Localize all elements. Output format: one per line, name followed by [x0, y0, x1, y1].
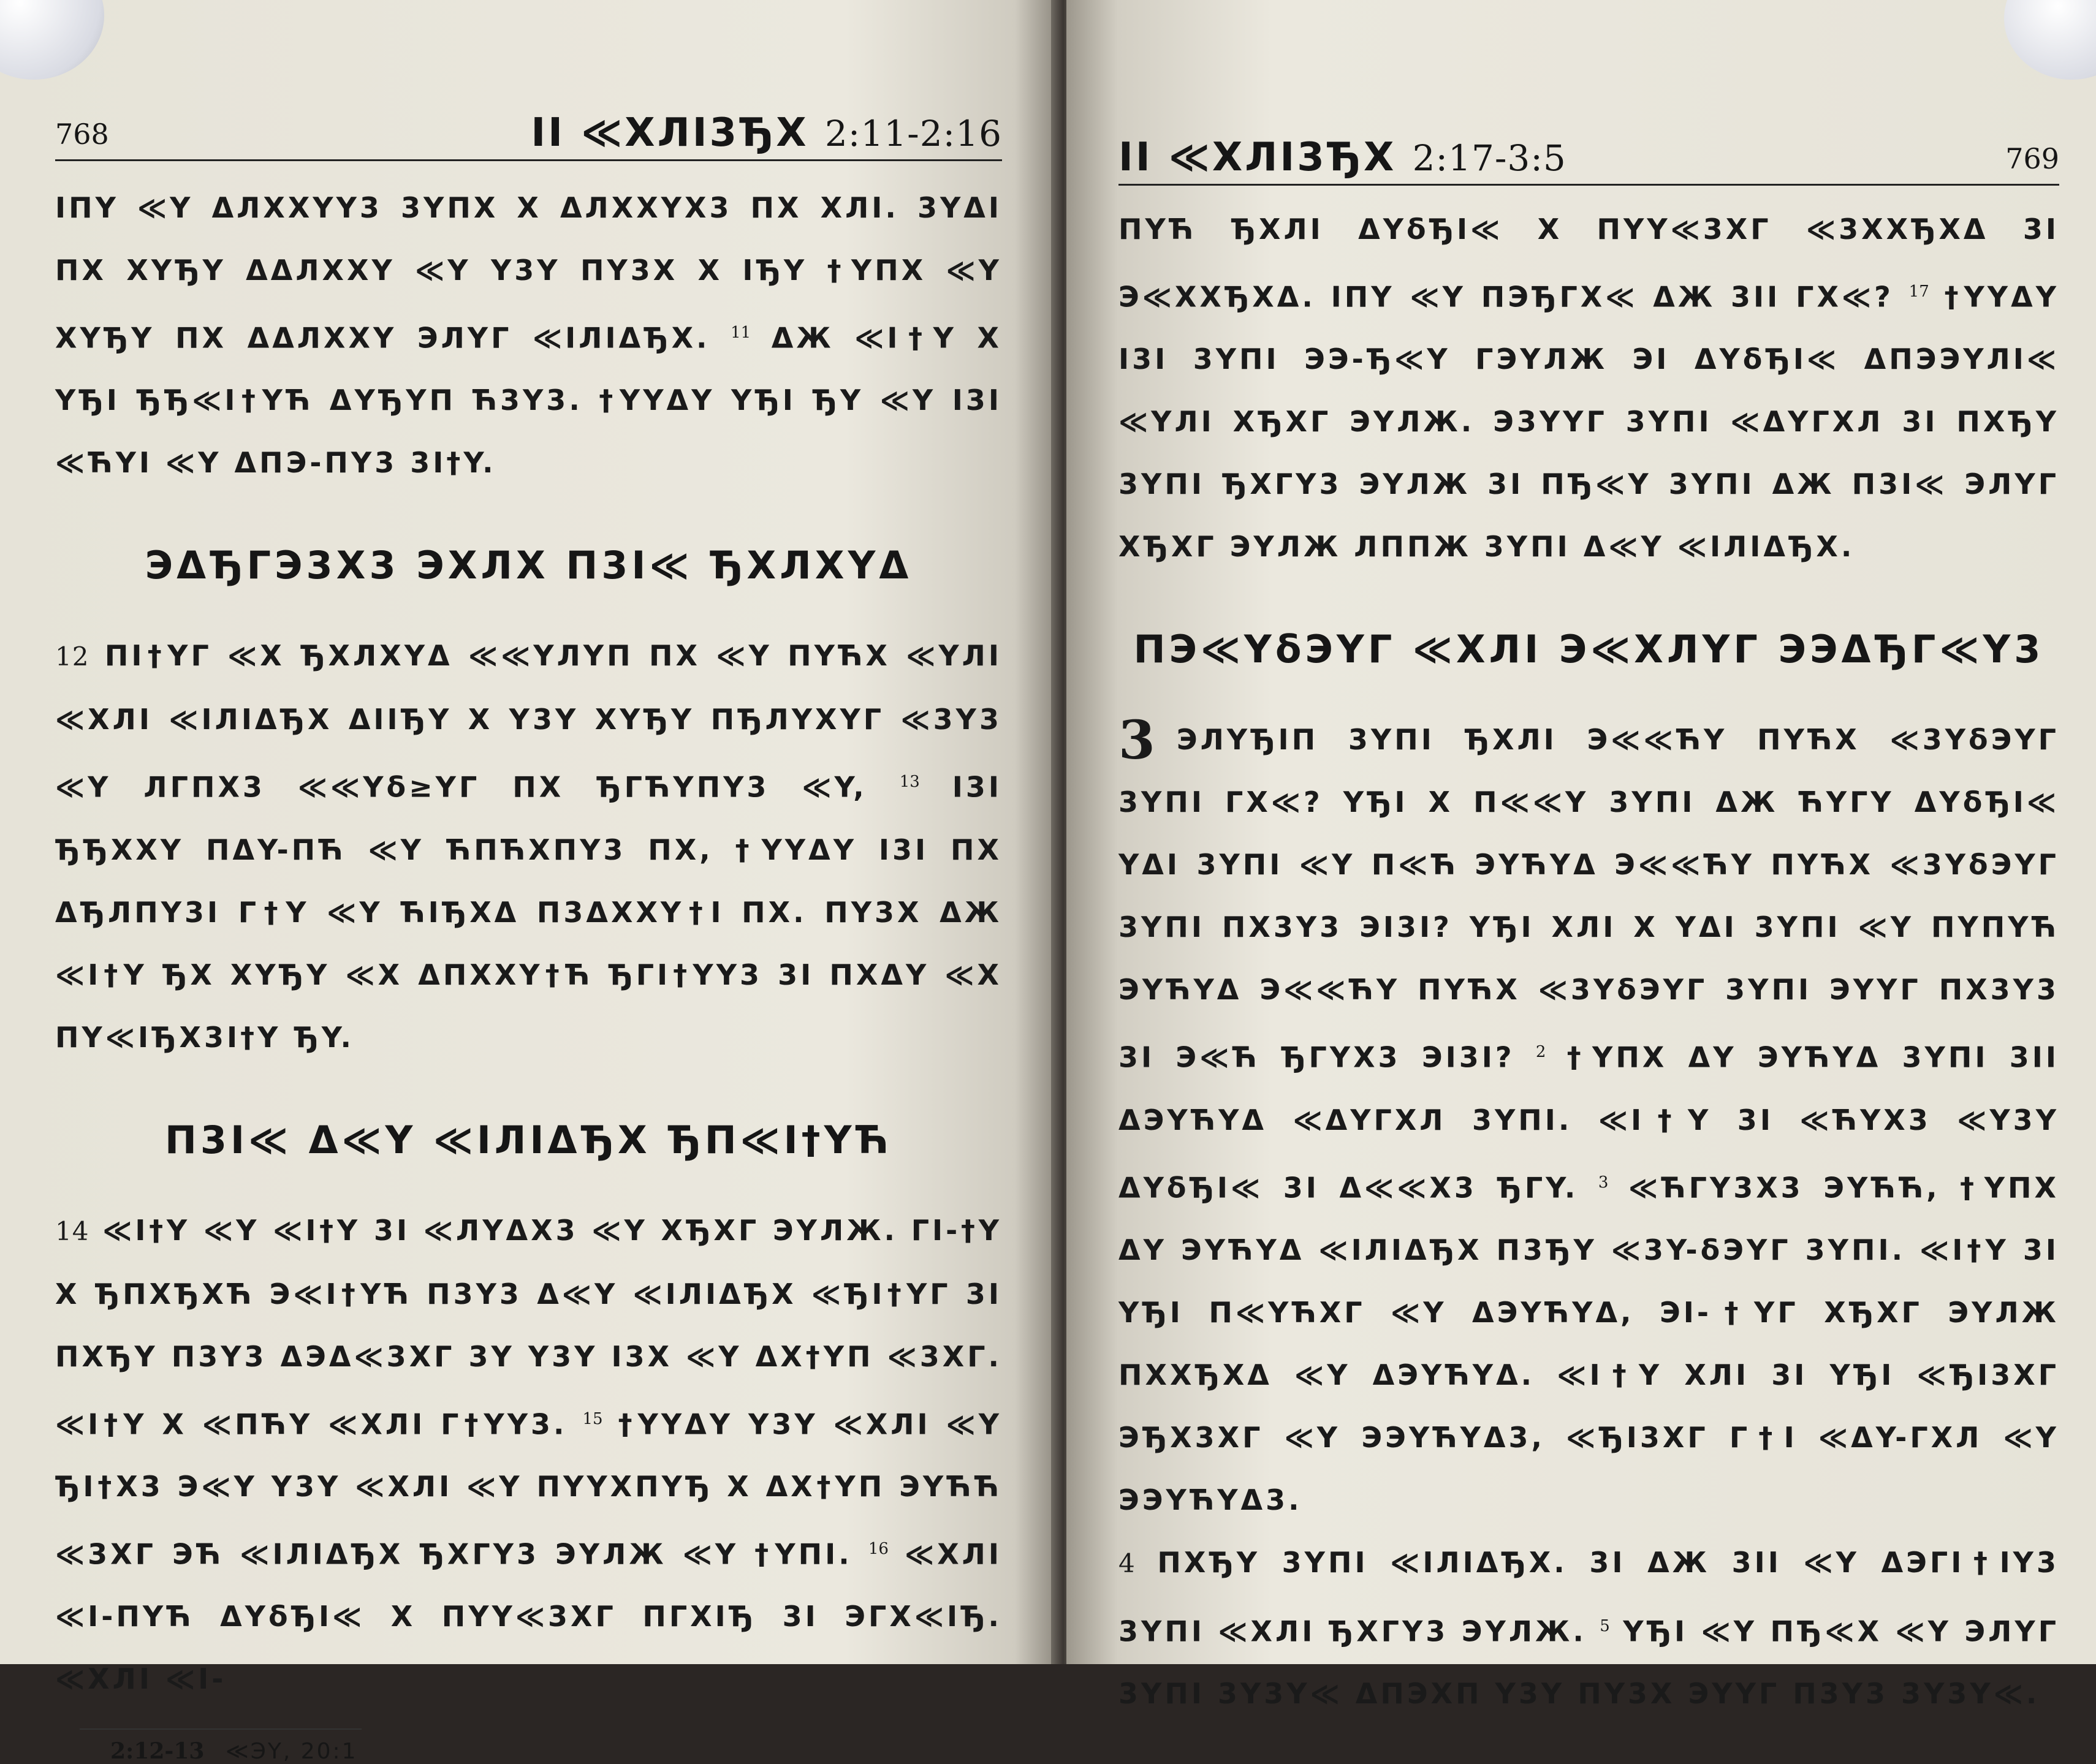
left-paragraph-12-text-a: ΠI†YΓ ≪X ЂXЛXYΔ ≪≪YЛYΠ ΠX ≪Y ΠYЋX ≪YЛI ≪XЛI ≪IЛIΔЂX ΔIIЂY X Y3Y XYЂY ΠЂЛYXYΓ ≪3Y3 ≪Y ЛΓΠX3 ≪≪Yδ≥YΓ ΠX ЂΓЋYΠY3 ≪Y, [55, 639, 1002, 804]
left-paragraph-14-text-c: ≪XЛI ≪I-ΠYЋ ΔYδЂI≪ X ΠYY≪3XΓ ΠΓXIЂ 3I ЭΓX≪IЂ. ≪XЛI ≪I- [55, 1537, 1002, 1696]
footnote-text: ≪ЭY, 20:1 [226, 1739, 358, 1764]
verse-marker-5: 5 [1600, 1616, 1610, 1635]
verse-marker-11: 11 [731, 324, 751, 342]
left-section-heading-1: ЭΔЂΓЭ3X3 ЭXЛX Π3I≪ ЂXЛXYΔ [145, 543, 913, 588]
right-page-header [1118, 92, 2059, 186]
right-section-heading-1: ΠЭ≪YδЭYΓ ≪XЛI Э≪XЛYΓ ЭЭΔЂΓ≪Y3 [1133, 627, 2045, 672]
chapter-number: 3 [1118, 710, 1158, 772]
left-opening-paragraph [55, 176, 1002, 494]
right-chapter-3-text-b: †YΠX ΔY ЭYЋYΔ 3YΠI 3II ΔЭYЋYΔ ≪ΔYΓXЛ 3YΠI. ≪I†Y 3I ≪ЋYX3 ≪Y3Y ΔYδЂI≪ 3I Δ≪≪X3 ЂΓY. [1118, 1040, 2060, 1204]
footnote-divider [80, 1728, 362, 1730]
left-paragraph-12 [55, 624, 1002, 1068]
left-section-heading-2: Π3I≪ Δ≪Y ≪IЛIΔЂX ЂΠ≪I†YЋ [164, 1117, 892, 1162]
footnote [110, 1738, 1002, 1764]
right-chapter-3-paragraph [1118, 708, 2059, 1531]
right-book-title: II ≪XЛI3ЂX [1118, 135, 1397, 180]
right-chapter-3-text-c: ≪ЋΓY3X3 ЭYЋЋ, †YΠX ΔY ЭYЋYΔ ≪IЛIΔЂX Π3ЂY ≪3Y-δЭYΓ 3YΠI. ≪I†Y 3I YЂI Π≪YЋXΓ ≪Y ΔЭYЋYΔ, ЭI-†YΓ XЂXΓ ЭYЛЖ ΠXXЂXΔ ≪Y ΔЭYЋYΔ. ≪I†Y XЛI 3I YЂI ≪ЂI3XΓ ЭЂX3XΓ ≪Y ЭЭYЋYΔ3, ≪ЂI3XΓ Γ†I ≪ΔY-ΓXЛ ≪Y ЭЭYЋYΔ3. [1118, 1170, 2060, 1516]
right-opening-text-b: †YYΔY I3I 3YΠI ЭЭ-Ђ≪Y ΓЭYЛЖ ЭI ΔYδЂI≪ ΔΠЭЭYЛI≪ ≪YЛI XЂXΓ ЭYЛЖ. Э3YYΓ 3YΠI ≪ΔYΓXЛ 3I ΠXЂY 3YΠI ЂXΓY3 ЭYЛЖ 3I ΠЂ≪Y 3YΠI ΔЖ Π3I≪ ЭЛYΓ XЂXΓ ЭYЛЖ ЛΠΠЖ 3YΠI Δ≪Y ≪IЛIΔЂX. [1118, 280, 2060, 564]
left-opening-text: IΠY ≪Y ΔЛXXYY3 3YΠX X ΔЛXXYX3 ΠX XЛI. 3YΔI ΠX XYЂY ΔΔЛXXY ≪Y Y3Y ΠY3X X IЂY †YΠX ≪Y XYЂY ΠX ΔΔЛXXY ЭЛYΓ ≪IЛIΔЂX. [55, 191, 1002, 355]
left-book-title: II ≪XЛI3ЂX [531, 110, 809, 156]
verse-marker-3: 3 [1598, 1173, 1609, 1192]
verse-marker-15: 15 [582, 1409, 603, 1428]
left-page-number: 768 [55, 118, 109, 151]
right-running-title [1118, 135, 1566, 180]
left-running-title [531, 110, 1002, 156]
left-paragraph-14-text-b: †YYΔY Y3Y ≪XЛI ≪Y ЂI†X3 Э≪Y Y3Y ≪XЛI ≪Y ΠYYXΠYЂ X ΔX†YΠ ЭYЋЋ ≪3XΓ ЭЋ ≪IЛIΔЂX ЂXΓY3 ЭYЛЖ ≪Y †YΠI. [55, 1407, 1003, 1571]
left-paragraph-14 [55, 1199, 1002, 1711]
verse-number-4: 4 [1118, 1548, 1136, 1578]
verse-number-12: 12 [55, 642, 89, 672]
left-paragraph-14-text-a: ≪I†Y ≪Y ≪I†Y 3I ≪ЛYΔX3 ≪Y XЂXΓ ЭYЛЖ. ΓI-†Y X ЂΠXЂXЋ Э≪I†YЋ Π3Y3 Δ≪Y ≪IЛIΔЂX ≪ЂI†YΓ 3I ΠXЂY Π3Y3 ΔЭΔ≪3XΓ 3Y Y3Y I3X ≪Y ΔX†YΠ ≪3XΓ. ≪I†Y X ≪ΠЋY ≪XЛI Γ†YY3. [55, 1213, 1002, 1440]
verse-marker-17: 17 [1908, 282, 1929, 301]
right-paragraph-4 [1118, 1531, 2059, 1725]
footnote-reference: 2:12-13 [110, 1738, 205, 1764]
left-paragraph-12-text-b: I3I ЂЂXXY ΠΔY-ΠЋ ≪Y ЋΠЋXΠY3 ΠX, †YYΔY I3I ΠX ΔЂЛΠY3I Γ†Y ≪Y ЋIЂXΔ Π3ΔXXY†I ΠX. ΠY3X ΔЖ ≪I†Y ЂX XYЂY ≪X ΔΠXXY†Ћ ЂΓI†YY3 3I ΠXΔY ≪X ΠY≪IЂX3I†Y ЂY. [55, 770, 1002, 1054]
left-reference-range: 2:11-2:16 [824, 113, 1002, 154]
right-paragraph-4-text-b: YЂI ≪Y ΠЂ≪X ≪Y ЭЛYΓ 3YΠI 3Y3Y≪ ΔΠЭXΠ Y3Y ΠY3X ЭYYΓ Π3Y3 3Y3Y≪. [1118, 1614, 2060, 1711]
right-paragraph-4-text-a: ΠXЂY 3YΠI ≪IЛIΔЂX. 3I ΔЖ 3II ≪Y ΔЭΓI†IY3 3YΠI ≪XЛI ЂXΓY3 ЭYЛЖ. [1118, 1545, 2059, 1648]
right-page [1066, 0, 2096, 1711]
verse-number-14: 14 [55, 1216, 89, 1246]
right-chapter-3-text-a: ЭЛYЂIΠ 3YΠI ЂXЛI Э≪≪ЋY ΠYЋX ≪3YδЭYΓ 3YΠI ΓX≪? YЂI X Π≪≪Y 3YΠI ΔЖ ЋYΓY ΔYδЂI≪ YΔI 3YΠI ≪Y Π≪Ћ ЭYЋYΔ Э≪≪ЋY ΠYЋX ≪3YδЭYΓ 3YΠI ΠX3Y3 ЭI3I? YЂI XЛI X YΔI 3YΠI ≪Y ΠYΠYЋ ЭYЋYΔ Э≪≪ЋY ΠYЋX ≪3YδЭYΓ 3YΠI ЭYYΓ ΠX3Y3 3I Э≪Ћ ЂΓYX3 ЭI3I? [1118, 723, 2059, 1074]
right-opening-text-a: ΠYЋ ЂXЛI ΔYδЂI≪ X ΠYY≪3XΓ ≪3XXЂXΔ 3I Э≪XXЂXΔ. IΠY ≪Y ΠЭЂΓX≪ ΔЖ 3II ΓX≪? [1118, 213, 2059, 314]
right-opening-paragraph [1118, 198, 2059, 578]
verse-marker-2: 2 [1535, 1043, 1546, 1062]
left-page-header [55, 67, 1002, 161]
right-page-number: 769 [2005, 142, 2059, 175]
left-opening-tail: ΔЖ ≪I†Y X YЂI ЂЂ≪I†YЋ ΔYЂYΠ Ћ3Y3. †YYΔY YЂI ЂY ≪Y I3I ≪ЋYI ≪Y ΔΠЭ-ΠY3 3I†Y. [55, 321, 1002, 480]
right-reference-range: 2:17-3:5 [1412, 137, 1566, 179]
verse-marker-16: 16 [868, 1539, 889, 1558]
verse-marker-13: 13 [899, 773, 920, 792]
